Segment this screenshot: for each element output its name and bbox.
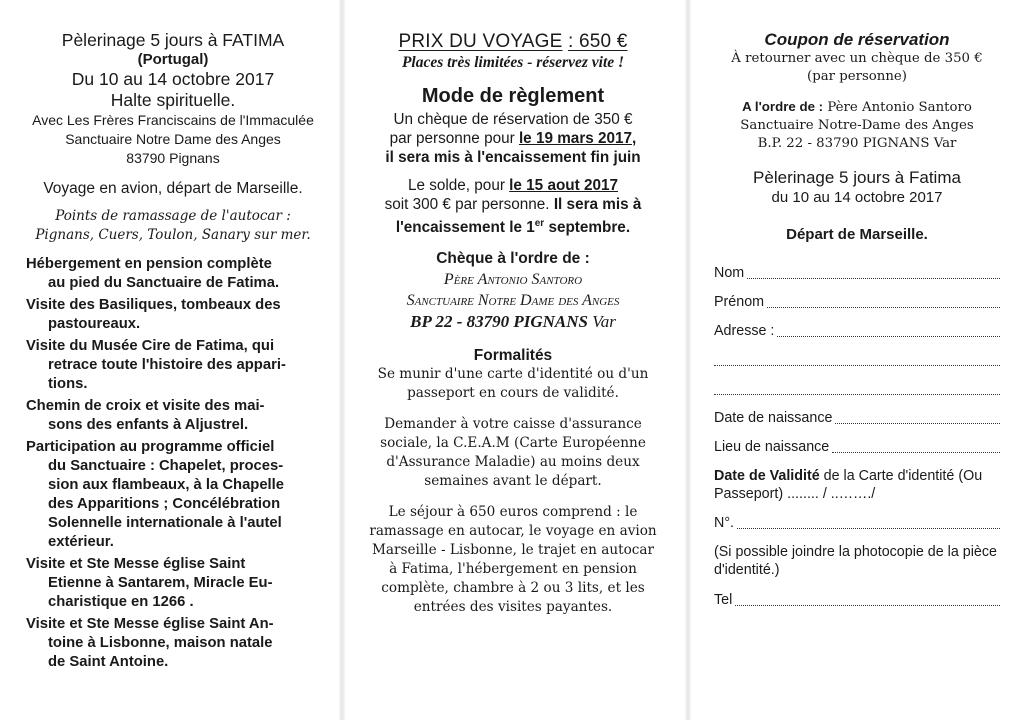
field-tel-line[interactable] [735, 605, 1000, 606]
validity-bold: Date de Validité [714, 468, 820, 484]
trip-travel: Voyage en avion, départ de Marseille. [43, 180, 303, 197]
balance-amount: soit 300 € par personne. [384, 196, 550, 213]
coupon-payee [714, 98, 1000, 153]
field-prenom-label: Prénom [714, 294, 765, 310]
balance-line-2 [368, 195, 658, 214]
payee-name: Père Antonio Santoro [827, 100, 972, 115]
list-item [26, 438, 320, 552]
formalities-heading: Formalités [473, 347, 553, 365]
pickup-heading: Points de ramassage de l'autocar : [55, 208, 291, 224]
list-item [26, 255, 320, 293]
list-item [26, 615, 320, 672]
balance-line-1 [368, 176, 658, 195]
cheque-heading: Chèque à l'ordre de : [436, 250, 590, 268]
field-validity[interactable] [714, 467, 1000, 503]
coupon-trip-title: Pèlerinage 5 jours à Fatima [753, 168, 961, 187]
trip-dates: Du 10 au 14 octobre 2017 [71, 69, 275, 89]
trip-halte: Halte spirituelle. [110, 90, 236, 110]
insurance-text: Demander à votre caisse d'assurance sociale, la C.E.A.M (Carte Européenne d'Assurance Maladie) au moins deux semaines avant le départ. [380, 416, 646, 490]
list-item [26, 397, 320, 435]
pickup-places: Pignans, Cuers, Toulon, Sanary sur mer. [35, 227, 311, 243]
field-numero-label: N°. [714, 515, 735, 531]
cheque-sanctuary: Sanctuaire Notre Dame des Anges [406, 292, 620, 310]
cheque-bp: BP 22 - 83790 PIGNANS [410, 312, 588, 332]
payment-p1-b [368, 129, 658, 148]
places-limited: Places très limitées - réservez vite ! [401, 54, 625, 71]
item-lead: Hébergement en pension complète [26, 256, 272, 272]
field-adresse-2[interactable] [714, 351, 1000, 369]
payment-heading: Mode de règlement [421, 85, 605, 107]
field-birth-date-label: Date de naissance [714, 410, 833, 426]
field-nom-line[interactable] [747, 278, 1000, 279]
coupon-trip-dates: du 10 au 14 octobre 2017 [771, 189, 943, 206]
balance-block [368, 176, 658, 237]
balance-sup: er [534, 218, 545, 229]
field-birth-date[interactable] [714, 409, 1000, 427]
validity-rest: de la Carte d'identité (Ou [819, 468, 983, 484]
coupon-departure: Départ de Marseille. [786, 226, 928, 243]
field-prenom-line[interactable] [767, 307, 1000, 308]
coupon-return: À retourner avec un chèque de 350 € [731, 51, 983, 66]
right-panel [688, 0, 1024, 720]
balance-text: Le solde, pour [407, 177, 505, 194]
payee-label: A l'ordre de : [742, 99, 824, 114]
field-prenom[interactable] [714, 293, 1000, 311]
field-adresse-line-2[interactable] [714, 365, 1000, 366]
coupon-title: Coupon de réservation [764, 30, 950, 49]
item-rest: du Sanctuaire : Chapelet, proces- sion aux flambeaux, à la Chapelle des Apparitions ; Concélébration Solennelle internationale à l'autel extérieur. [48, 458, 285, 550]
field-adresse-line-3[interactable] [714, 394, 1000, 395]
field-numero-line[interactable] [737, 528, 1000, 529]
formalities-text: Se munir d'une carte d'identité ou d'un passeport en cours de validité. [377, 366, 649, 402]
trip-title: Pèlerinage 5 jours à FATIMA [61, 30, 285, 50]
field-tel-label: Tel [714, 592, 733, 608]
field-adresse-label: Adresse : [714, 323, 775, 339]
balance-line-3 [368, 214, 658, 237]
stay-text: Le séjour à 650 euros comprend : le ramassage en autocar, le voyage en avion Marseille - Lisbonne, le trajet en autocar à Fatima, l'hébergement en pension complète, chambre à 2 ou 3 lits, et les entrées des visites payantes. [369, 504, 657, 616]
payee-line [714, 98, 1000, 117]
field-nom[interactable] [714, 264, 1000, 282]
cheque-var: Var [592, 312, 616, 332]
field-adresse-line[interactable] [777, 336, 1000, 337]
price-label: PRIX DU VOYAGE [398, 31, 563, 52]
field-adresse[interactable] [714, 322, 1000, 340]
item-rest: au pied du Sanctuaire de Fatima. [48, 275, 280, 291]
payment-p1-c: il sera mis à l'encaissement fin juin [385, 149, 641, 166]
list-item [26, 555, 320, 612]
field-birth-place-line[interactable] [832, 452, 1000, 453]
item-lead: Chemin de croix et visite des mai- [26, 398, 265, 414]
payment-p1-date: le 19 mars 2017, [518, 130, 637, 147]
field-birth-place-label: Lieu de naissance [714, 439, 830, 455]
balance-encaisse: l'encaissement le 1 [395, 219, 535, 237]
list-item [26, 296, 320, 334]
coupon-per-person: (par personne) [807, 69, 907, 84]
payee-sanctuary: Sanctuaire Notre-Dame des Anges [740, 118, 974, 133]
item-lead: Visite et Ste Messe église Saint An- [26, 616, 274, 632]
item-rest: Etienne à Santarem, Miracle Eu- charistique en 1266 . [48, 575, 273, 610]
item-rest: sons des enfants à Aljustrel. [48, 417, 249, 433]
photocopy-note: (Si possible joindre la photocopie de la pièce d'identité.) [714, 544, 997, 578]
reservation-form [714, 264, 1000, 609]
item-rest: pastoureaux. [48, 316, 141, 332]
left-panel [0, 0, 342, 720]
field-birth-date-line[interactable] [835, 423, 1000, 424]
item-rest: toine à Lisbonne, maison natale de Saint Antoine. [48, 635, 273, 670]
balance-date: le 15 aout 2017 [509, 177, 619, 194]
payee-address: B.P. 22 - 83790 PIGNANS Var [757, 136, 957, 151]
trip-country: (Portugal) [137, 51, 209, 68]
list-item [26, 337, 320, 394]
field-numero[interactable] [714, 514, 1000, 532]
item-lead: Participation au programme officiel [26, 439, 275, 455]
balance-month: septembre. [548, 219, 631, 237]
balance-note: Il sera mis à [553, 196, 642, 213]
program-list [26, 255, 320, 672]
item-lead: Visite du Musée Cire de Fatima, qui [26, 338, 275, 354]
field-adresse-3[interactable] [714, 380, 1000, 398]
validity-line-2: Passeport) ........ / ..……./ [714, 486, 876, 502]
cheque-name: Père Antonio Santoro [443, 271, 583, 289]
price-value: : 650 € [567, 31, 628, 52]
payment-p1-a: Un chèque de réservation de 350 € [393, 111, 633, 128]
field-birth-place[interactable] [714, 438, 1000, 456]
payment-p1-b-text: par personne pour [389, 130, 515, 147]
item-rest: retrace toute l'histoire des appari- tions. [48, 357, 286, 392]
middle-panel [342, 0, 688, 720]
cheque-address [368, 311, 658, 332]
field-nom-label: Nom [714, 265, 745, 281]
field-tel[interactable] [714, 591, 1000, 609]
price-line [368, 30, 658, 53]
item-lead: Visite et Ste Messe église Saint [26, 556, 246, 572]
item-lead: Visite des Basiliques, tombeaux des [26, 297, 281, 313]
trip-city: 83790 Pignans [126, 150, 220, 166]
trip-organizer: Avec Les Frères Franciscains de l'Immaculée [32, 112, 314, 128]
trip-sanctuary: Sanctuaire Notre Dame des Anges [65, 131, 281, 147]
